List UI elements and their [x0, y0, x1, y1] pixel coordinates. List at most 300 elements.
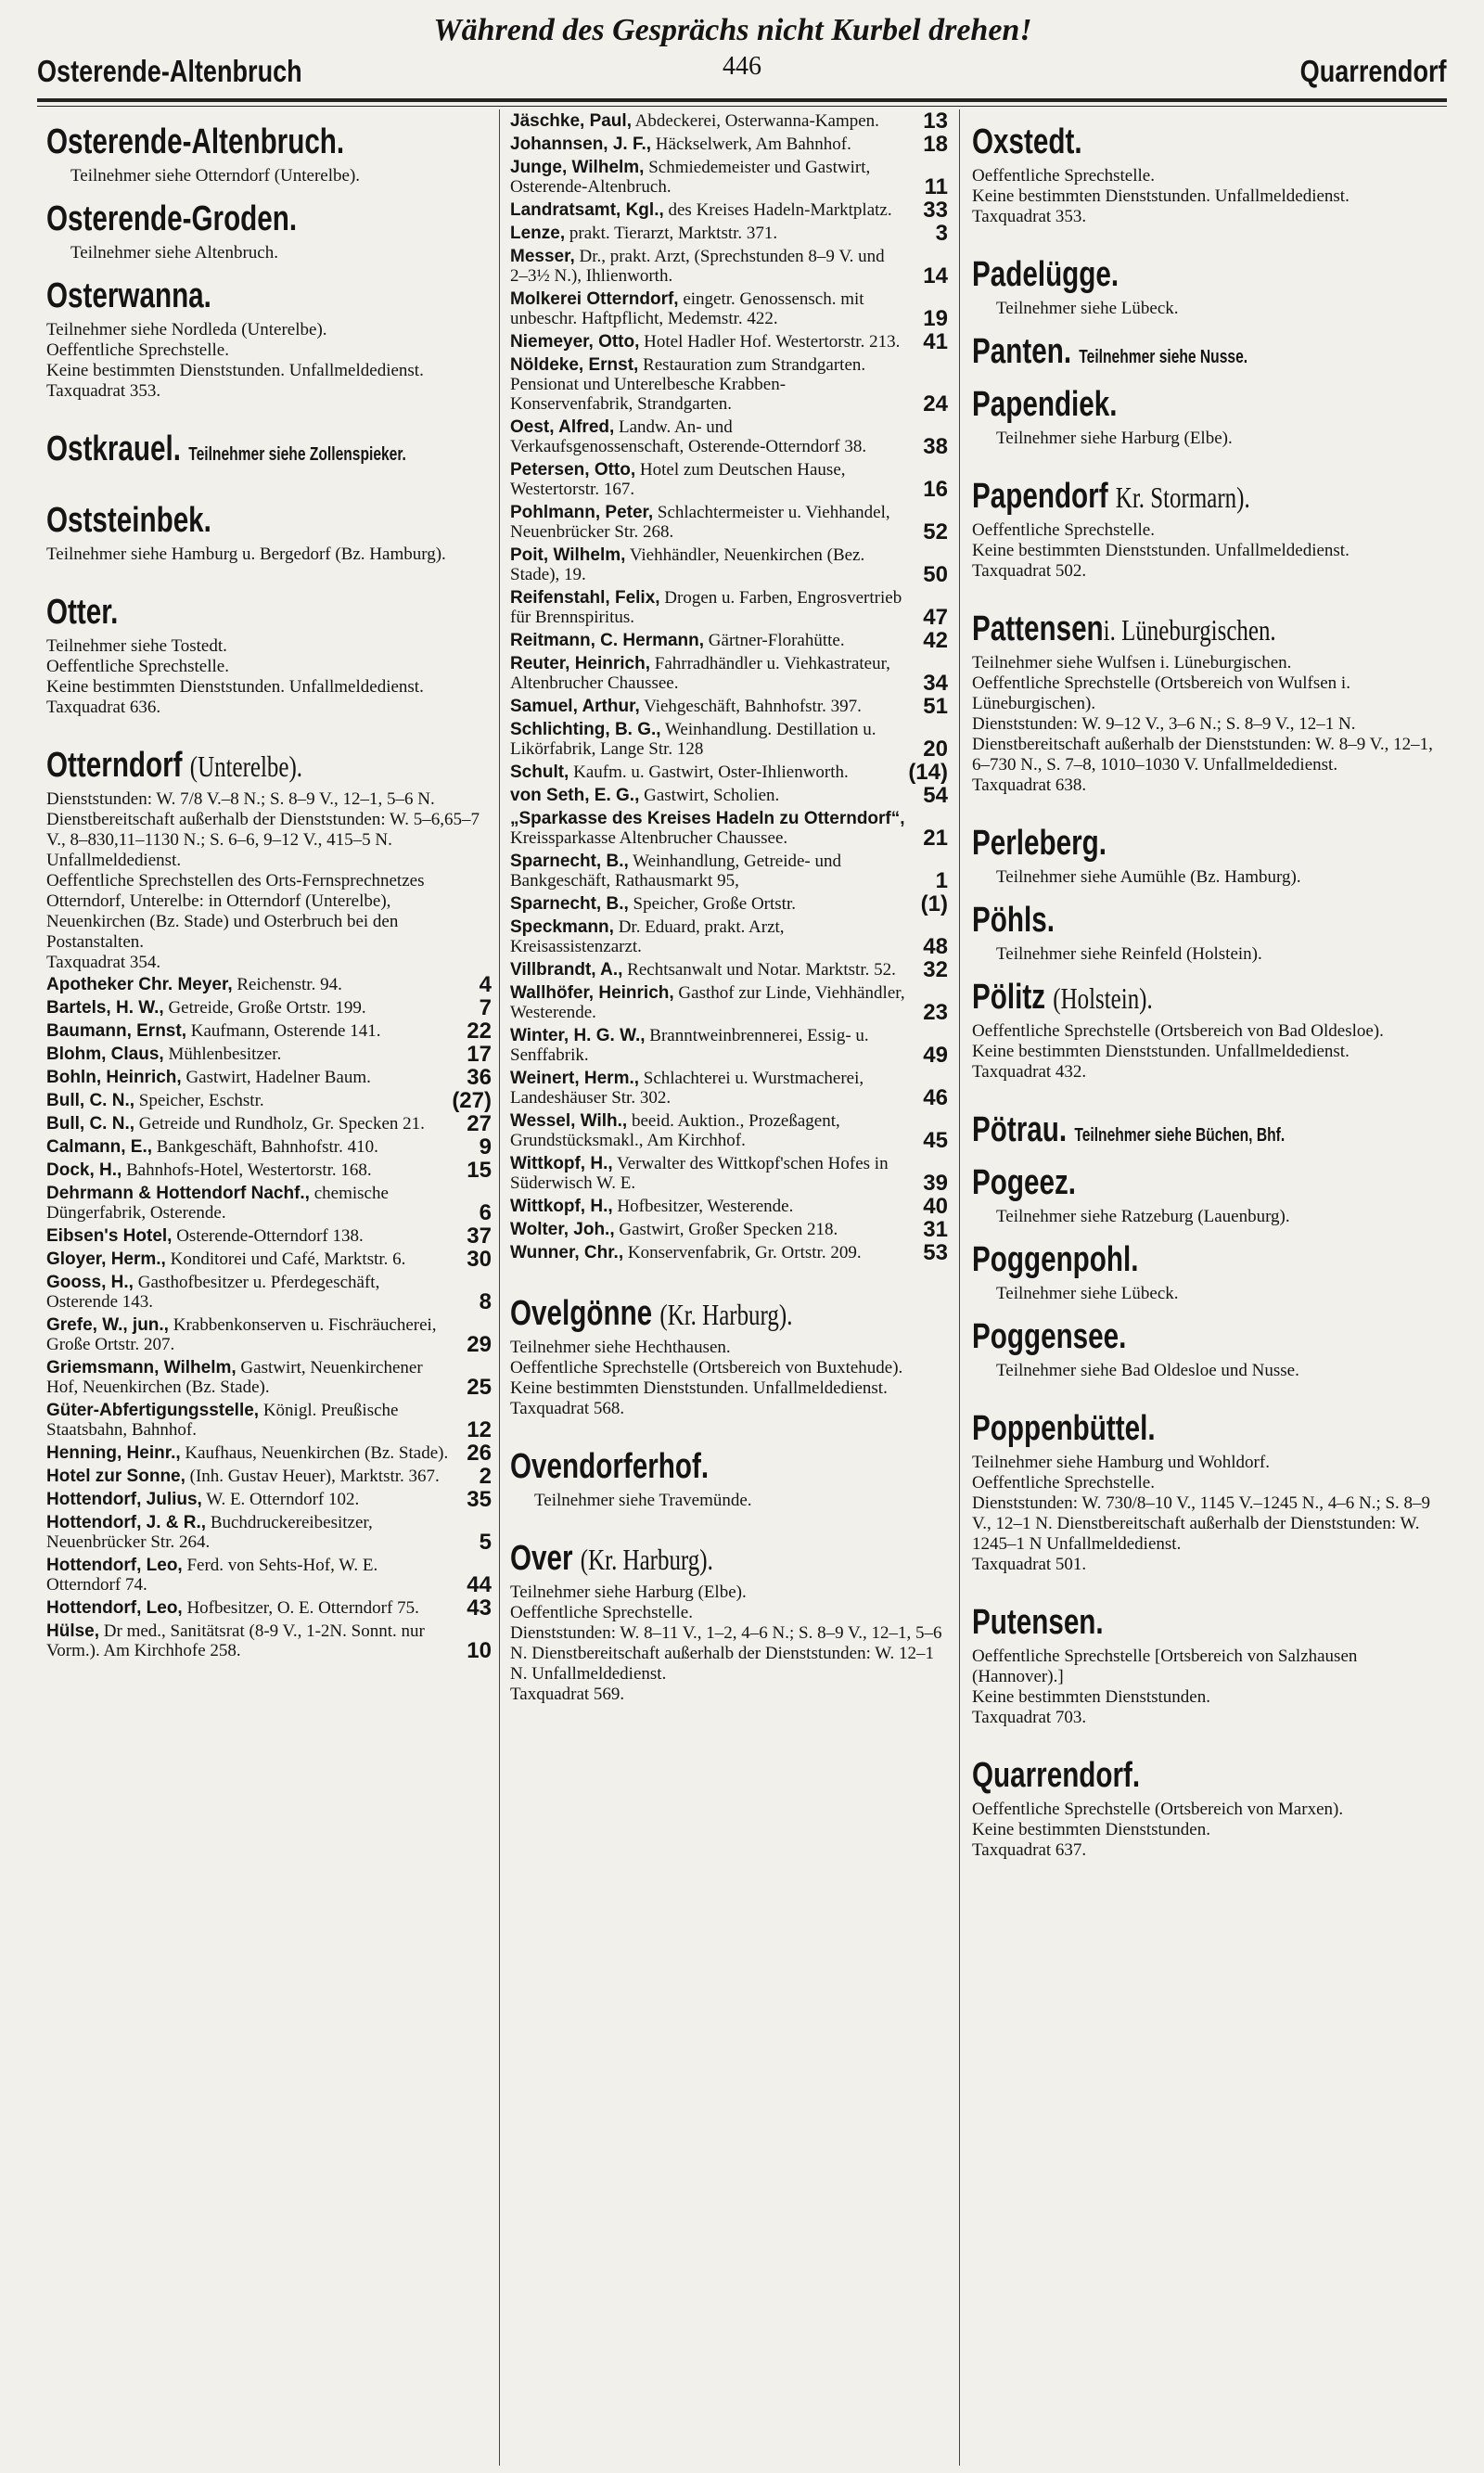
place-line: Taxquadrat 502. [972, 561, 1087, 581]
place-line: Dienststunden: W. 8–11 V., 1–2, 4–6 N.; S. 8–9 V., 12–1, 5–6 N. Dienstbereitschaft außerhalb der Dienststunden: W. 12–1 N. Unfallmeldedienst. [510, 1623, 942, 1684]
subscriber-name: Hottendorf, Julius, [46, 1490, 202, 1509]
phone-number: 49 [923, 1043, 948, 1068]
subscriber-entry [510, 1069, 948, 1108]
place-heading [972, 978, 1334, 1018]
subscriber-entry [510, 654, 948, 696]
place-line: Teilnehmer siehe Aumühle (Bz. Hamburg). [996, 867, 1301, 887]
header-notice: Während des Gesprächs nicht Kurbel drehen! [433, 13, 1032, 47]
subscriber-name: Poit, Wilhelm, [510, 545, 626, 565]
subscriber-details: Verwalter des Wittkopf'schen Hofes in Süderwisch W. E. [510, 1154, 889, 1193]
subscriber-entry [46, 1358, 492, 1400]
phone-number: 12 [467, 1417, 492, 1442]
phone-number: 37 [467, 1224, 492, 1249]
subscriber-details: Konditorei und Café, Marktstr. 6. [170, 1249, 406, 1269]
subscriber-entry [510, 694, 948, 719]
place-name: Poggensee. [972, 1317, 1127, 1356]
subscriber-details: Speicher, Große Ortstr. [633, 894, 796, 914]
column-divider [959, 109, 960, 2466]
phone-number: 16 [923, 477, 948, 502]
place-line: Teilnehmer siehe Harburg (Elbe). [996, 429, 1233, 448]
place-line: Dienststunden: W. 9–12 V., 3–6 N.; S. 8–9 V., 12–1 N. [972, 714, 1356, 734]
subscriber-name: Reitmann, C. Hermann, [510, 631, 705, 650]
phone-number: 6 [479, 1200, 492, 1225]
place-line: Oeffentliche Sprechstellen des Orts-Fernsprechnetzes Otterndorf, Unterelbe: in Otterndorf (Unterelbe), Neuenkirchen (Bz. Stade) und Osterbruch bei den Postanstalten. [46, 871, 425, 952]
place-heading [972, 332, 1334, 372]
subscriber-details: Osterende-Otterndorf 138. [176, 1226, 364, 1246]
place-name: Pölitz [972, 978, 1046, 1017]
subscriber-details: Getreide und Rundholz, Gr. Specken 21. [138, 1114, 425, 1134]
phone-number: 33 [923, 198, 948, 223]
subscriber-details: Schlachterei u. Wurstmacherei, Landeshäuser Str. 302. [510, 1069, 864, 1108]
subscriber-details: Branntweinbrennerei, Essig- u. Senffabrik. [510, 1026, 869, 1065]
place-name: Otterndorf [46, 746, 183, 785]
subscriber-details: Getreide, Große Ortstr. 199. [168, 998, 366, 1018]
subscriber-name: Reifenstahl, Felix, [510, 588, 660, 608]
subscriber-entry [510, 158, 948, 197]
place-suffix: (Holstein). [1053, 981, 1153, 1015]
phone-number: 48 [923, 934, 948, 959]
phone-number: 3 [935, 221, 948, 246]
phone-number: (1) [920, 891, 948, 916]
column-1 [46, 109, 492, 1664]
phone-number: 15 [467, 1158, 492, 1183]
place-name: Padelügge. [972, 255, 1119, 294]
subscriber-name: Wolter, Joh., [510, 1220, 615, 1239]
place-line: Oeffentliche Sprechstelle (Ortsbereich von Wulfsen i. Lüneburgischen). [972, 673, 1350, 713]
subscriber-details: Dr., prakt. Arzt, (Sprechstunden 8–9 V. und 2–3½ N.), Ihlienworth. [510, 247, 885, 286]
place-heading [46, 746, 393, 786]
subscriber-details: Gasthofbesitzer u. Pferdegeschäft, Osterende 143. [46, 1273, 380, 1312]
phone-number: 20 [923, 737, 948, 762]
phone-number: 18 [923, 132, 948, 157]
place-line: Taxquadrat 432. [972, 1062, 1087, 1082]
phone-number: 21 [923, 826, 948, 851]
phone-number: 31 [923, 1217, 948, 1242]
phone-number: 19 [923, 306, 948, 331]
subscriber-name: Bartels, H. W., [46, 998, 164, 1018]
subscriber-entry [510, 1194, 948, 1219]
phone-number: 1 [935, 868, 948, 893]
subscriber-details: Krabbenkonserven u. Fischräucherei, Große Ortstr. 207. [46, 1315, 437, 1354]
subscriber-details: eingetr. Genossensch. mit unbeschr. Haftpflicht, Medemstr. 422. [510, 289, 864, 328]
place-name: Pöhls. [972, 901, 1055, 940]
phone-number: 29 [467, 1332, 492, 1357]
place-heading [510, 1294, 851, 1334]
phone-number: 46 [923, 1085, 948, 1110]
subscriber-entry [46, 1315, 492, 1357]
place-line: Keine bestimmten Dienststunden. Unfallmeldedienst. [972, 1042, 1350, 1061]
phone-number: 2 [479, 1464, 492, 1489]
header-right-keyword: Quarrendorf [1300, 54, 1447, 88]
header-left-keyword: Osterende-Altenbruch [37, 54, 302, 88]
place-heading: Oxstedt. [972, 122, 1082, 161]
subscriber-details: Viehgeschäft, Bahnhofstr. 397. [644, 697, 862, 716]
place-name: Papendorf [972, 477, 1108, 516]
place-line: Oeffentliche Sprechstelle. [46, 657, 229, 676]
phone-number: 51 [923, 694, 948, 719]
place-heading [510, 1447, 851, 1487]
subscriber-name: Güter-Abfertigungsstelle, [46, 1401, 260, 1420]
subscriber-name: Niemeyer, Otto, [510, 332, 640, 352]
subscriber-details: Hofbesitzer, Westerende. [617, 1197, 794, 1216]
subscriber-details: Viehhändler, Neuenkirchen (Bez. Stade), 19. [510, 545, 865, 584]
place-reference: Teilnehmer siehe Büchen, Bhf. [1074, 1125, 1286, 1146]
subscriber-entry [510, 198, 948, 223]
subscriber-entry [46, 995, 492, 1020]
place-line: Oeffentliche Sprechstelle. [46, 340, 229, 360]
subscriber-details: Hotel Hadler Hof. Westertorstr. 213. [644, 332, 901, 352]
phone-number: 41 [923, 329, 948, 354]
phone-number: 35 [467, 1487, 492, 1512]
place-line: Teilnehmer siehe Hamburg und Wohldorf. [972, 1453, 1270, 1472]
subscriber-name: Bull, C. N., [46, 1114, 134, 1134]
subscriber-details: Bankgeschäft, Bahnhofstr. 410. [156, 1137, 378, 1157]
phone-number: 27 [467, 1111, 492, 1136]
phone-number: 10 [467, 1638, 492, 1663]
page-number: 446 [723, 52, 761, 81]
subscriber-details: Gasthof zur Linde, Viehhändler, Westerende. [510, 983, 905, 1022]
place-line: Dienststunden: W. 730/8–10 V., 1145 V.–1245 N., 4–6 N.; S. 8–9 V., 12–1 N. Dienstbereitschaft außerhalb der Dienststunden: W. 1245–1 N Unfallmeldedienst. [972, 1493, 1431, 1554]
subscriber-name: Wittkopf, H., [510, 1197, 613, 1216]
subscriber-entry [46, 1273, 492, 1312]
subscriber-name: Molkerei Otterndorf, [510, 289, 679, 309]
phone-number: 30 [467, 1247, 492, 1272]
subscriber-details: Ferd. von Sehts-Hof, W. E. Otterndorf 74. [46, 1556, 378, 1595]
subscriber-entry [510, 628, 948, 653]
phone-number: 13 [923, 109, 948, 134]
place-name: Pötrau. [972, 1110, 1068, 1149]
subscriber-name: Petersen, Otto, [510, 460, 636, 480]
subscriber-name: Oest, Alfred, [510, 417, 615, 437]
place-name: Ovendorferhof. [510, 1447, 710, 1486]
subscriber-details: Häckselwerk, Am Bahnhof. [655, 135, 851, 154]
subscriber-name: Calmann, E., [46, 1137, 153, 1157]
subscriber-details: Kaufmann, Osterende 141. [190, 1021, 381, 1041]
place-line: Oeffentliche Sprechstelle (Ortsbereich von Bad Oldesloe). [972, 1021, 1384, 1041]
phone-number: 50 [923, 562, 948, 587]
subscriber-list [510, 109, 948, 1265]
subscriber-details: Gärtner-Florahütte. [708, 631, 845, 650]
subscriber-details: Gastwirt, Neuenkirchener Hof, Neuenkirchen (Bz. Stade). [46, 1358, 423, 1397]
place-line: Teilnehmer siehe Lübeck. [996, 1284, 1179, 1303]
phone-number: 52 [923, 519, 948, 545]
subscriber-name: Villbrandt, A., [510, 960, 623, 980]
subscriber-name: Hottendorf, Leo, [46, 1556, 183, 1575]
phone-number: 26 [467, 1441, 492, 1466]
place-line: Keine bestimmten Dienststunden. Unfallmeldedienst. [510, 1378, 888, 1398]
place-line: Oeffentliche Sprechstelle (Ortsbereich von Buxtehude). [510, 1358, 903, 1377]
subscriber-details: Reichenstr. 94. [237, 975, 342, 994]
subscriber-entry [510, 329, 948, 354]
subscriber-details: Königl. Preußische Staatsbahn, Bahnhof. [46, 1401, 399, 1440]
place-heading: Otter. [46, 593, 119, 632]
subscriber-entry [510, 460, 948, 502]
place-line: Dienstbereitschaft außerhalb der Dienststunden: W. 5–6,65–7 V., 8–830,11–1130 N.; S. 6–6, 9–12 V., 415–5 N. Unfallmeldedienst. [46, 810, 480, 870]
subscriber-details: Kreissparkasse Altenbrucher Chaussee. [510, 828, 788, 848]
subscriber-entry [510, 852, 948, 891]
phone-number: (14) [908, 760, 948, 785]
subscriber-details: Gastwirt, Großer Specken 218. [619, 1220, 838, 1239]
phone-number: 39 [923, 1171, 948, 1196]
subscriber-name: Jäschke, Paul, [510, 111, 632, 131]
subscriber-list [46, 972, 492, 1663]
subscriber-name: Hottendorf, J. & R., [46, 1513, 207, 1532]
subscriber-name: Grefe, W., jun., [46, 1315, 169, 1335]
subscriber-name: Winter, H. G. W., [510, 1026, 646, 1045]
subscriber-entry [510, 503, 948, 545]
subscriber-entry [510, 247, 948, 286]
subscriber-name: Pohlmann, Peter, [510, 503, 654, 522]
subscriber-details: Schlachtermeister u. Viehhandel, Neuenbrücker Str. 268. [510, 503, 890, 542]
place-heading [972, 1317, 1334, 1357]
subscriber-entry [46, 1111, 492, 1136]
subscriber-details: Schmiedemeister und Gastwirt, Osterende-Altenbruch. [510, 158, 871, 197]
place-heading [972, 1110, 1334, 1150]
subscriber-details: Hotel zum Deutschen Hause, Westertorstr. 167. [510, 460, 846, 499]
phone-number: 9 [479, 1134, 492, 1160]
subscriber-entry [46, 1595, 492, 1621]
place-line: Taxquadrat 636. [46, 698, 161, 717]
subscriber-entry [510, 783, 948, 808]
subscriber-entry [46, 1513, 492, 1555]
subscriber-entry [510, 809, 948, 851]
subscriber-details: Landw. An- und Verkaufsgenossenschaft, Osterende-Otterndorf 38. [510, 417, 867, 456]
place-line: Taxquadrat 354. [46, 953, 161, 972]
subscriber-entry [510, 1217, 948, 1242]
header-rule [37, 98, 1447, 102]
subscriber-name: Nöldeke, Ernst, [510, 355, 639, 375]
subscriber-name: Hottendorf, Leo, [46, 1598, 183, 1618]
subscriber-name: Sparnecht, B., [510, 852, 629, 871]
subscriber-details: Kaufhaus, Neuenkirchen (Bz. Stade). [185, 1443, 449, 1463]
subscriber-entry [510, 417, 948, 459]
subscriber-entry [46, 1621, 492, 1663]
phone-number: 5 [479, 1530, 492, 1555]
subscriber-entry [46, 1134, 492, 1160]
place-heading: Putensen. [972, 1603, 1104, 1642]
subscriber-details: chemische Düngerfabrik, Osterende. [46, 1184, 389, 1223]
subscriber-details: Weinhandlung. Destillation u. Likörfabrik, Lange Str. 128 [510, 720, 876, 759]
phone-number: 36 [467, 1065, 492, 1090]
phone-number: 44 [467, 1572, 492, 1597]
phone-number: 14 [923, 263, 948, 288]
place-heading [46, 429, 406, 469]
place-heading [972, 385, 1334, 425]
subscriber-entry [46, 1247, 492, 1272]
place-line: Teilnehmer siehe Altenbruch. [70, 243, 278, 263]
place-heading [972, 477, 1334, 517]
phone-number: 40 [923, 1194, 948, 1219]
subscriber-details: (Inh. Gustav Heuer), Marktstr. 367. [189, 1467, 440, 1486]
place-name: Papendiek. [972, 385, 1118, 424]
subscriber-entry [510, 1026, 948, 1068]
subscriber-entry [46, 1065, 492, 1090]
place-line: Teilnehmer siehe Ratzeburg (Lauenburg). [996, 1207, 1290, 1226]
place-line: Keine bestimmten Dienststunden. [972, 1820, 1210, 1839]
place-line: Keine bestimmten Dienststunden. Unfallmeldedienst. [46, 677, 424, 697]
subscriber-name: Schlichting, B. G., [510, 720, 661, 739]
subscriber-entry [510, 720, 948, 762]
place-heading [46, 501, 393, 541]
place-line: Taxquadrat 353. [972, 207, 1087, 226]
place-line: Teilnehmer siehe Lübeck. [996, 299, 1179, 318]
phone-number: (27) [452, 1088, 492, 1113]
subscriber-name: Eibsen's Hotel, [46, 1226, 173, 1246]
subscriber-details: Mühlenbesitzer. [168, 1044, 282, 1064]
subscriber-entry [510, 221, 948, 246]
subscriber-entry [510, 1154, 948, 1196]
phone-number: 17 [467, 1042, 492, 1067]
place-line: Taxquadrat 501. [972, 1555, 1087, 1574]
place-heading [510, 1539, 851, 1579]
subscriber-details: Buchdruckereibesitzer, Neuenbrücker Str. 264. [46, 1513, 373, 1552]
place-name: Ostkrauel. [46, 429, 181, 468]
place-heading: Quarrendorf. [972, 1756, 1141, 1795]
place-suffix: (Kr. Harburg). [659, 1298, 793, 1331]
phone-number: 38 [923, 434, 948, 459]
place-line: Dienstbereitschaft außerhalb der Dienststunden: W. 8–9 V., 12–1, 6–730 N., S. 7–8, 1010–1030 V. Unfallmeldedienst. [972, 735, 1433, 775]
subscriber-name: Griemsmann, Wilhelm, [46, 1358, 237, 1377]
place-line: Oeffentliche Sprechstelle. [972, 520, 1155, 540]
place-line: Oeffentliche Sprechstelle. [510, 1603, 693, 1622]
place-line: Oeffentliche Sprechstelle (Ortsbereich von Marxen). [972, 1800, 1344, 1819]
subscriber-name: Blohm, Claus, [46, 1044, 164, 1064]
subscriber-name: Wittkopf, H., [510, 1154, 613, 1173]
place-line: Teilnehmer siehe Travemünde. [534, 1491, 752, 1510]
place-heading: Osterende-Groden. [46, 199, 298, 238]
subscriber-name: Hülse, [46, 1621, 100, 1641]
place-line: Taxquadrat 568. [510, 1399, 625, 1418]
subscriber-entry [510, 1240, 948, 1265]
subscriber-name: Dock, H., [46, 1160, 122, 1180]
subscriber-name: Landratsamt, Kgl., [510, 200, 664, 220]
phone-number: 34 [923, 671, 948, 696]
place-line: Oeffentliche Sprechstelle. [972, 166, 1155, 186]
subscriber-details: Dr. Eduard, prakt. Arzt, Kreisassistenzarzt. [510, 917, 785, 956]
place-heading: Osterende-Altenbruch. [46, 122, 345, 161]
place-line: Dienststunden: W. 7/8 V.–8 N.; S. 8–9 V., 12–1, 5–6 N. [46, 789, 435, 809]
place-suffix: (Kr. Harburg). [580, 1543, 713, 1576]
phone-number: 11 [924, 174, 948, 199]
subscriber-name: von Seth, E. G., [510, 786, 640, 805]
phone-number: 23 [923, 1000, 948, 1025]
subscriber-details: Hofbesitzer, O. E. Otterndorf 75. [186, 1598, 419, 1618]
place-line: Keine bestimmten Dienststunden. Unfallmeldedienst. [46, 361, 424, 380]
subscriber-details: Abdeckerei, Osterwanna-Kampen. [634, 111, 879, 131]
subscriber-name: Reuter, Heinrich, [510, 654, 650, 673]
subscriber-entry [510, 289, 948, 331]
subscriber-name: Wunner, Chr., [510, 1243, 624, 1262]
subscriber-entry [510, 917, 948, 959]
place-heading: Poppenbüttel. [972, 1409, 1156, 1448]
place-suffix: Kr. Stormarn). [1115, 481, 1250, 514]
subscriber-name: Schult, [510, 762, 569, 782]
subscriber-name: Johannsen, J. F., [510, 135, 652, 154]
subscriber-entry [510, 109, 948, 134]
place-heading [972, 1163, 1334, 1203]
column-2 [510, 109, 948, 1705]
subscriber-name: Apotheker Chr. Meyer, [46, 975, 233, 994]
place-line: Teilnehmer siehe Hamburg u. Bergedorf (Bz. Hamburg). [46, 545, 446, 564]
phone-number: 24 [923, 391, 948, 416]
subscriber-details: Fahrradhändler u. Viehkastrateur, Altenbrucher Chaussee. [510, 654, 890, 693]
phone-number: 43 [467, 1595, 492, 1621]
subscriber-details: des Kreises Hadeln-Marktplatz. [668, 200, 892, 220]
subscriber-details: Gastwirt, Hadelner Baum. [186, 1068, 371, 1087]
subscriber-entry [510, 957, 948, 982]
place-line: Taxquadrat 638. [972, 775, 1087, 795]
place-suffix: i. Lüneburgischen. [1103, 613, 1276, 647]
place-line: Keine bestimmten Dienststunden. [972, 1687, 1210, 1707]
subscriber-name: Gooss, H., [46, 1273, 134, 1292]
place-line: Teilnehmer siehe Wulfsen i. Lüneburgischen. [972, 653, 1292, 673]
subscriber-name: Lenze, [510, 224, 566, 243]
place-line: Teilnehmer siehe Reinfeld (Holstein). [996, 944, 1262, 964]
place-line: Teilnehmer siehe Harburg (Elbe). [510, 1582, 747, 1602]
place-reference: Teilnehmer siehe Nusse. [1079, 347, 1248, 367]
subscriber-entry [510, 1111, 948, 1153]
subscriber-entry [46, 1464, 492, 1489]
place-line: Keine bestimmten Dienststunden. Unfallmeldedienst. [972, 186, 1350, 206]
subscriber-entry [510, 891, 948, 916]
subscriber-entry [46, 1487, 492, 1512]
subscriber-details: Kaufm. u. Gastwirt, Oster-Ihlienworth. [573, 762, 849, 782]
place-heading: Osterwanna. [46, 276, 211, 315]
phone-number: 54 [923, 783, 948, 808]
place-line: Taxquadrat 637. [972, 1840, 1087, 1860]
phone-number: 47 [923, 605, 948, 630]
place-line: Teilnehmer siehe Otterndorf (Unterelbe). [70, 166, 361, 186]
subscriber-name: Bull, C. N., [46, 1091, 134, 1110]
place-line: Oeffentliche Sprechstelle. [972, 1473, 1155, 1493]
subscriber-details: Konservenfabrik, Gr. Ortstr. 209. [627, 1243, 862, 1262]
place-line: Teilnehmer siehe Hechthausen. [510, 1338, 731, 1357]
place-name: Poggenpohl. [972, 1240, 1139, 1279]
subscriber-name: Speckmann, [510, 917, 614, 937]
subscriber-name: Baumann, Ernst, [46, 1021, 186, 1041]
subscriber-entry [46, 1401, 492, 1440]
place-line: Taxquadrat 569. [510, 1685, 625, 1704]
place-heading [972, 609, 1334, 649]
subscriber-details: Dr med., Sanitätsrat (8-9 V., 1-2N. Sonnt. nur Vorm.). Am Kirchhofe 258. [46, 1621, 425, 1660]
subscriber-entry [46, 1184, 492, 1223]
place-reference: Teilnehmer siehe Zollenspieker. [188, 444, 406, 465]
subscriber-name: „Sparkasse des Kreises Hadeln zu Otterndorf“, [510, 809, 905, 828]
place-line: Oeffentliche Sprechstelle [Ortsbereich von Salzhausen (Hannover).] [972, 1647, 1358, 1686]
subscriber-entry [510, 760, 948, 785]
phone-number: 8 [479, 1289, 492, 1314]
subscriber-entry [46, 1441, 492, 1466]
subscriber-details: Weinhandlung, Getreide- und Bankgeschäft, Rathausmarkt 95, [510, 852, 841, 891]
subscriber-details: W. E. Otterndorf 102. [206, 1490, 360, 1509]
phone-number: 53 [923, 1240, 948, 1265]
place-name: Ovelgönne [510, 1294, 653, 1333]
place-line: Teilnehmer siehe Tostedt. [46, 636, 227, 656]
subscriber-entry [510, 588, 948, 630]
page-header [37, 13, 1447, 93]
phone-number: 32 [923, 957, 948, 982]
subscriber-name: Wallhöfer, Heinrich, [510, 983, 674, 1003]
place-heading [972, 255, 1334, 295]
phone-number: 45 [923, 1128, 948, 1153]
column-3 [972, 109, 1436, 1861]
subscriber-name: Junge, Wilhelm, [510, 158, 645, 177]
subscriber-details: Rechtsanwalt und Notar. Marktstr. 52. [627, 960, 896, 980]
subscriber-name: Sparnecht, B., [510, 894, 629, 914]
subscriber-details: Gastwirt, Scholien. [644, 786, 780, 805]
subscriber-name: Henning, Heinr., [46, 1443, 181, 1463]
subscriber-entry [46, 1158, 492, 1183]
